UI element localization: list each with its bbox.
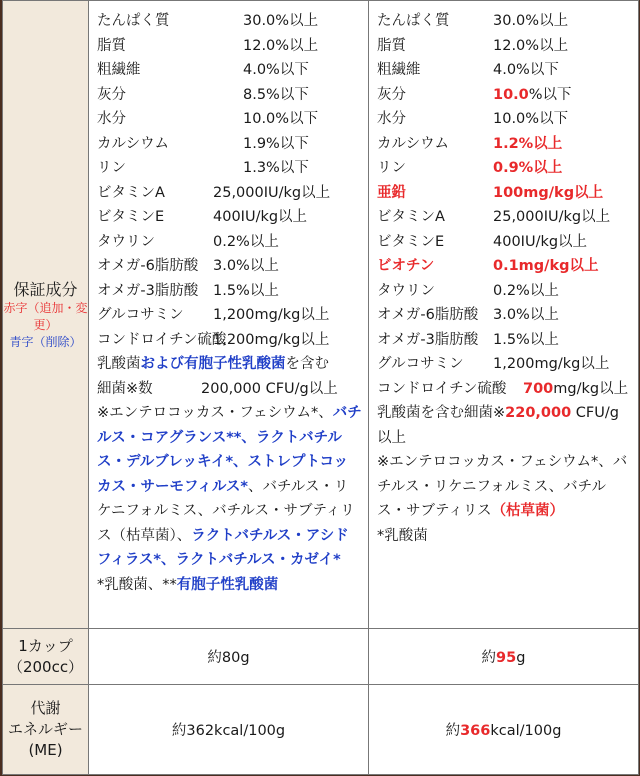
- bacteria-text: 乳酸菌を含む細菌※: [377, 405, 506, 421]
- value-text: 30.0%以上: [243, 13, 319, 29]
- strain-text-1: ※エンテロコッカス・フェシウム*、: [97, 405, 333, 421]
- nutrient-value: [493, 205, 610, 230]
- new-footnote: *乳酸菌: [377, 527, 428, 544]
- old-bacteria-text: [89, 352, 368, 377]
- nutrient-value: [493, 83, 572, 108]
- nutrient-row: [377, 34, 638, 59]
- changed-value: 0.1mg/kg以上: [493, 258, 599, 274]
- nutrient-name: たんぱく質: [97, 13, 170, 29]
- value-text: 10.0%以下: [493, 111, 569, 127]
- nutrient-value: [493, 132, 562, 157]
- nutrient-value: [213, 254, 279, 279]
- value-text: 1.5%以上: [493, 331, 559, 348]
- nutrient-value: [493, 107, 568, 132]
- value-text: 1,200mg/kg以上: [493, 356, 610, 372]
- energy-row: [3, 685, 639, 775]
- value-text: 1,200mg/kg以上: [213, 307, 330, 323]
- value-text: 400IU/kg以上: [493, 233, 588, 250]
- nutrient-value: [243, 83, 309, 108]
- nutrient-row: [97, 34, 368, 59]
- nutrient-name: 粗繊維: [97, 62, 141, 78]
- blue-legend: 青字（削除）: [9, 334, 82, 349]
- nutrient-value: [493, 58, 559, 83]
- nutrient-row: [377, 303, 638, 328]
- new-nutrient-list: [369, 1, 638, 377]
- old-strain-note: [89, 401, 368, 573]
- nutrient-name: ビタミンE: [97, 209, 165, 225]
- nutrient-name: 粗繊維: [377, 62, 421, 78]
- value-text: 25,000IU/kg以上: [213, 184, 331, 201]
- value-text: 0.2%以上: [213, 233, 279, 250]
- nutrient-row: [97, 230, 368, 255]
- energy-label-cell: [3, 685, 89, 775]
- energy-new-unit: kcal/100g: [490, 723, 562, 739]
- value-text: 30.0%以上: [493, 13, 569, 29]
- nutrient-name: 水分: [377, 111, 406, 127]
- nutrient-row: [377, 83, 638, 108]
- value-text: 25,000IU/kg以上: [493, 209, 611, 225]
- changed-value: 1.2%以上: [493, 135, 563, 152]
- strain-text-2: 、バチルス・リケニフォルミス、バチルス・サブティリス（枯草菌）、: [97, 478, 355, 544]
- nutrient-row: [97, 254, 368, 279]
- bacteria-unit: CFU/g以上: [377, 405, 619, 446]
- nutrient-value: [243, 132, 309, 157]
- nutrient-name: オメガ-6脂肪酸: [97, 258, 199, 274]
- energy-new-prefix: 約: [445, 723, 461, 739]
- nutrient-row: [377, 254, 638, 279]
- old-formula-cell: [89, 1, 369, 629]
- nutrient-value: [493, 9, 568, 34]
- nutrient-name: リン: [377, 160, 406, 176]
- nutrient-row: [377, 156, 638, 181]
- energy-new-changed-value: 366: [460, 723, 491, 739]
- deleted-strains-2: ラクトバチルス・アシドフィラス*、ラクトバチルス・カゼイ*: [97, 527, 349, 568]
- nutrient-row: [377, 132, 638, 157]
- nutrient-row: [97, 58, 368, 83]
- nutrient-row: [97, 156, 368, 181]
- added-strain-text: （枯草菌）: [491, 503, 565, 519]
- nutrient-name: グルコサミン: [97, 307, 184, 323]
- new-strain-note: [369, 450, 638, 524]
- bacteria-text-2: を含む: [285, 356, 329, 372]
- nutrient-name: 亜鉛: [377, 184, 406, 201]
- chondroitin-name: コンドロイチン硫酸: [377, 380, 507, 397]
- nutrient-row: [377, 230, 638, 255]
- nutrient-name: 水分: [97, 111, 126, 127]
- nutrient-value: [493, 352, 609, 377]
- nutrient-value: [213, 279, 279, 304]
- strain-text: ※エンテロコッカス・フェシウム*、バチルス・リケニフォルミス、バチルス・サブティリス: [377, 454, 628, 519]
- old-nutrient-list: [89, 1, 368, 352]
- cup-label-1: 1カップ: [18, 636, 73, 655]
- chondroitin-changed-value: 700: [523, 380, 554, 397]
- nutrient-value: [213, 328, 329, 353]
- value-text: 12.0%以上: [243, 37, 319, 54]
- footnote-text: *乳酸菌、**: [97, 576, 177, 593]
- nutrient-row: [377, 107, 638, 132]
- value-text: 12.0%以上: [493, 37, 569, 54]
- nutrient-value: [493, 181, 603, 206]
- energy-new-value-cell: [369, 685, 639, 775]
- new-formula-cell: [369, 1, 639, 629]
- guaranteed-analysis-label: 保証成分: [13, 279, 78, 299]
- bacteria-count-name: 細菌※数: [97, 380, 153, 397]
- nutrient-value: [493, 279, 559, 304]
- cup-new-value-cell: [369, 629, 639, 685]
- nutrient-name: カルシウム: [97, 135, 169, 152]
- nutrient-value: [243, 34, 318, 59]
- nutrient-name: グルコサミン: [377, 356, 464, 372]
- nutrient-row: [97, 83, 368, 108]
- bacteria-text: 乳酸菌: [97, 356, 141, 372]
- changed-value: 100mg/kg以上: [493, 184, 604, 201]
- deleted-bacteria-text: および有胞子性乳酸菌: [140, 356, 286, 372]
- nutrient-name: たんぱく質: [377, 13, 450, 29]
- cup-row: [3, 629, 639, 685]
- value-text: 1.5%以上: [213, 282, 279, 299]
- cup-label-cell: [3, 629, 89, 685]
- nutrient-value: [213, 230, 279, 255]
- nutrient-row: [97, 107, 368, 132]
- value-text: 1.3%以下: [243, 160, 309, 176]
- nutrient-value: [493, 230, 587, 255]
- nutrient-value: [493, 328, 559, 353]
- value-text: %以下: [528, 86, 572, 103]
- cup-new-prefix: 約: [481, 650, 497, 666]
- value-text: 3.0%以上: [213, 258, 279, 274]
- nutrient-value: [493, 303, 559, 328]
- nutrient-name: 灰分: [377, 86, 406, 103]
- new-chondroitin-row: [369, 377, 638, 402]
- nutrient-name: オメガ-3脂肪酸: [377, 331, 479, 348]
- nutrient-row: [97, 181, 368, 206]
- changed-value: 10.0: [493, 86, 529, 103]
- nutrient-value: [213, 181, 330, 206]
- energy-label-2: エネルギー: [7, 720, 83, 738]
- nutrient-value: [213, 205, 307, 230]
- nutrient-row: [97, 279, 368, 304]
- nutrient-name: カルシウム: [377, 135, 449, 152]
- cup-old-value: 約80g: [89, 629, 369, 685]
- nutrient-value: [493, 34, 568, 59]
- nutrient-row: [97, 205, 368, 230]
- value-text: 10.0%以下: [243, 111, 319, 127]
- nutrient-row: [97, 303, 368, 328]
- nutrient-value: [493, 156, 562, 181]
- deleted-footnote-text: 有胞子性乳酸菌: [176, 576, 279, 593]
- nutrient-row: [377, 9, 638, 34]
- nutrient-name: 脂質: [377, 37, 406, 54]
- chondroitin-unit: mg/kg以上: [553, 380, 629, 397]
- cup-label-2: （200cc）: [7, 657, 84, 676]
- nutrient-name: ビタミンA: [377, 209, 445, 225]
- energy-old-value: 約362kcal/100g: [89, 685, 369, 775]
- nutrient-value: [243, 9, 318, 34]
- value-text: 0.2%以上: [493, 282, 559, 299]
- nutrient-name: ビタミンE: [377, 233, 445, 250]
- nutrient-name: リン: [97, 160, 126, 176]
- nutrient-value: [213, 303, 329, 328]
- nutrient-value: [493, 254, 599, 279]
- nutrient-row: [97, 9, 368, 34]
- bacteria-changed-count: 220,000: [505, 405, 572, 421]
- old-bacteria-count-row: [89, 377, 368, 402]
- bacteria-count-value: 200,000 CFU/g以上: [201, 380, 338, 397]
- energy-label-3: (ME): [28, 741, 63, 759]
- value-text: 400IU/kg以上: [213, 209, 308, 225]
- nutrient-name: タウリン: [97, 233, 155, 250]
- nutrient-row: [377, 58, 638, 83]
- nutrient-row: [97, 328, 368, 353]
- value-text: 8.5%以下: [243, 86, 309, 103]
- value-text: 4.0%以下: [243, 62, 309, 78]
- value-text: 1.9%以下: [243, 135, 309, 152]
- nutrient-row: [97, 132, 368, 157]
- nutrient-name: ビタミンA: [97, 184, 165, 201]
- nutrient-name: 脂質: [97, 37, 126, 54]
- value-text: 3.0%以上: [493, 307, 559, 323]
- new-bacteria-text: [369, 401, 638, 450]
- nutrient-name: 灰分: [97, 86, 126, 103]
- nutrient-row: [377, 328, 638, 353]
- nutrient-name: オメガ-3脂肪酸: [97, 282, 199, 299]
- nutrient-row: [377, 279, 638, 304]
- nutrient-value: [243, 107, 318, 132]
- nutrient-name: オメガ-6脂肪酸: [377, 307, 479, 323]
- nutrient-row: [377, 205, 638, 230]
- guaranteed-analysis-row: [3, 1, 639, 629]
- nutrient-row: [377, 352, 638, 377]
- energy-label-1: 代謝: [30, 699, 61, 717]
- nutrient-name: タウリン: [377, 282, 435, 299]
- nutrient-name: コンドロイチン硫酸: [97, 331, 227, 348]
- value-text: 1,200mg/kg以上: [213, 331, 330, 348]
- old-footnote: [89, 573, 368, 598]
- changed-value: 0.9%以上: [493, 160, 563, 176]
- value-text: 4.0%以下: [493, 62, 559, 78]
- red-legend: 赤字（追加・変更）: [3, 300, 88, 332]
- deleted-strains-1: バチルス・コアグランス**、ラクトバチルス・デルブレッキイ*、ストレプトコッカス・サーモフィルス*: [97, 405, 362, 495]
- nutrient-row: [377, 181, 638, 206]
- spec-table: [2, 0, 639, 775]
- cup-new-unit: g: [516, 650, 526, 666]
- nutrient-value: [243, 156, 309, 181]
- cup-new-changed-value: 95: [496, 650, 517, 666]
- nutrient-value: [243, 58, 309, 83]
- guaranteed-analysis-label-cell: [3, 1, 89, 629]
- nutrient-name: ビオチン: [377, 258, 435, 274]
